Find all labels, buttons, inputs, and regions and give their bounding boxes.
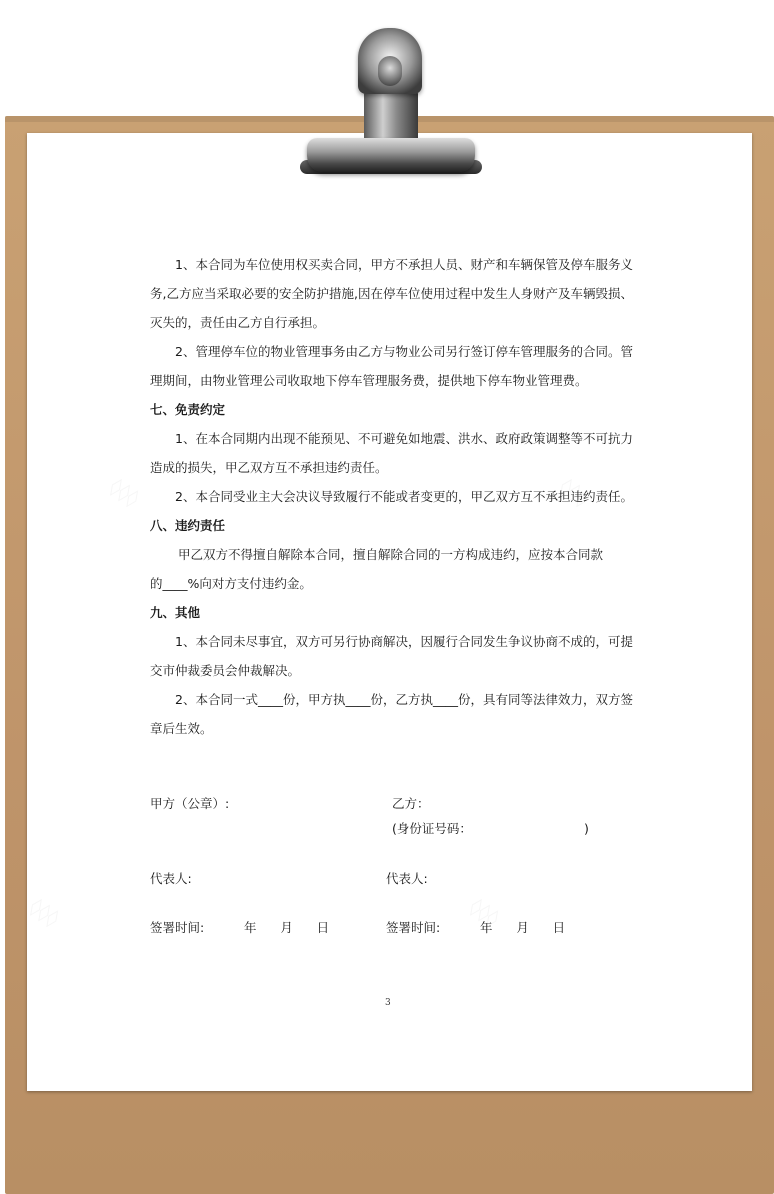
party-a-date-value: 年 月 日 [244,920,330,935]
clip-stem-icon [364,90,418,142]
party-a-representative-label: 代表人: [150,871,192,886]
section-7-heading: 七、免责约定 [150,402,226,417]
section-9-clause-1-line-2: 交市仲裁委员会仲裁解决。 [150,663,301,678]
clause-2-line-2: 理期间，由物业管理公司收取地下停车管理服务费，提供地下停车物业管理费。 [150,373,588,388]
section-9-clause-1-line-1: 1、本合同未尽事宜，双方可另行协商解决，因履行合同发生争议协商不成的，可提 [175,634,633,649]
id-number-label: (身份证号码： [392,821,472,836]
section-9-clause-2-line-1: 2、本合同一式____份，甲方执____份，乙方执____份，具有同等法律效力，双方签 [175,692,633,707]
clip-base-icon [307,138,475,172]
section-7-clause-2-line-1: 2、本合同受业主大会决议导致履行不能或者变更的，甲乙双方互不承担违约责任。 [175,489,633,504]
party-a-seal-label: 甲方（公章）: [150,796,230,811]
page-number: 3 [385,998,391,1008]
clause-2-line-1: 2、管理停车位的物业管理事务由乙方与物业公司另行签订停车管理服务的合同。管 [175,344,633,359]
clause-1-line-2: 务,乙方应当采取必要的安全防护措施,因在停车位使用过程中发生人身财产及车辆毁损、 [150,286,633,301]
party-a-date-label: 签署时间: [150,920,205,935]
clause-1-line-1: 1、本合同为车位使用权买卖合同，甲方不承担人员、财产和车辆保管及停车服务义 [175,257,633,272]
id-number-close: ) [584,821,589,836]
party-b-date-value: 年 月 日 [480,920,566,935]
section-7-clause-1-line-2: 造成的损失，甲乙双方互不承担违约责任。 [150,460,388,475]
section-8-line-2: 的____%向对方支付违约金。 [150,576,312,591]
party-b-date-label: 签署时间: [386,920,441,935]
party-b-label: 乙方： [392,796,430,811]
section-7-clause-1-line-1: 1、在本合同期内出现不能预见、不可避免如地震、洪水、政府政策调整等不可抗力 [175,431,633,446]
clip-hole-icon [378,56,402,86]
clause-1-line-3: 灭失的，责任由乙方自行承担。 [150,315,326,330]
document-page [27,133,752,1091]
section-8-heading: 八、违约责任 [150,518,226,533]
party-b-representative-label: 代表人: [386,871,428,886]
section-9-heading: 九、其他 [150,605,201,620]
section-8-line-1: 甲乙双方不得擅自解除本合同，擅自解除合同的一方构成违约，应按本合同款 [178,547,604,562]
section-9-clause-2-line-2: 章后生效。 [150,721,213,736]
